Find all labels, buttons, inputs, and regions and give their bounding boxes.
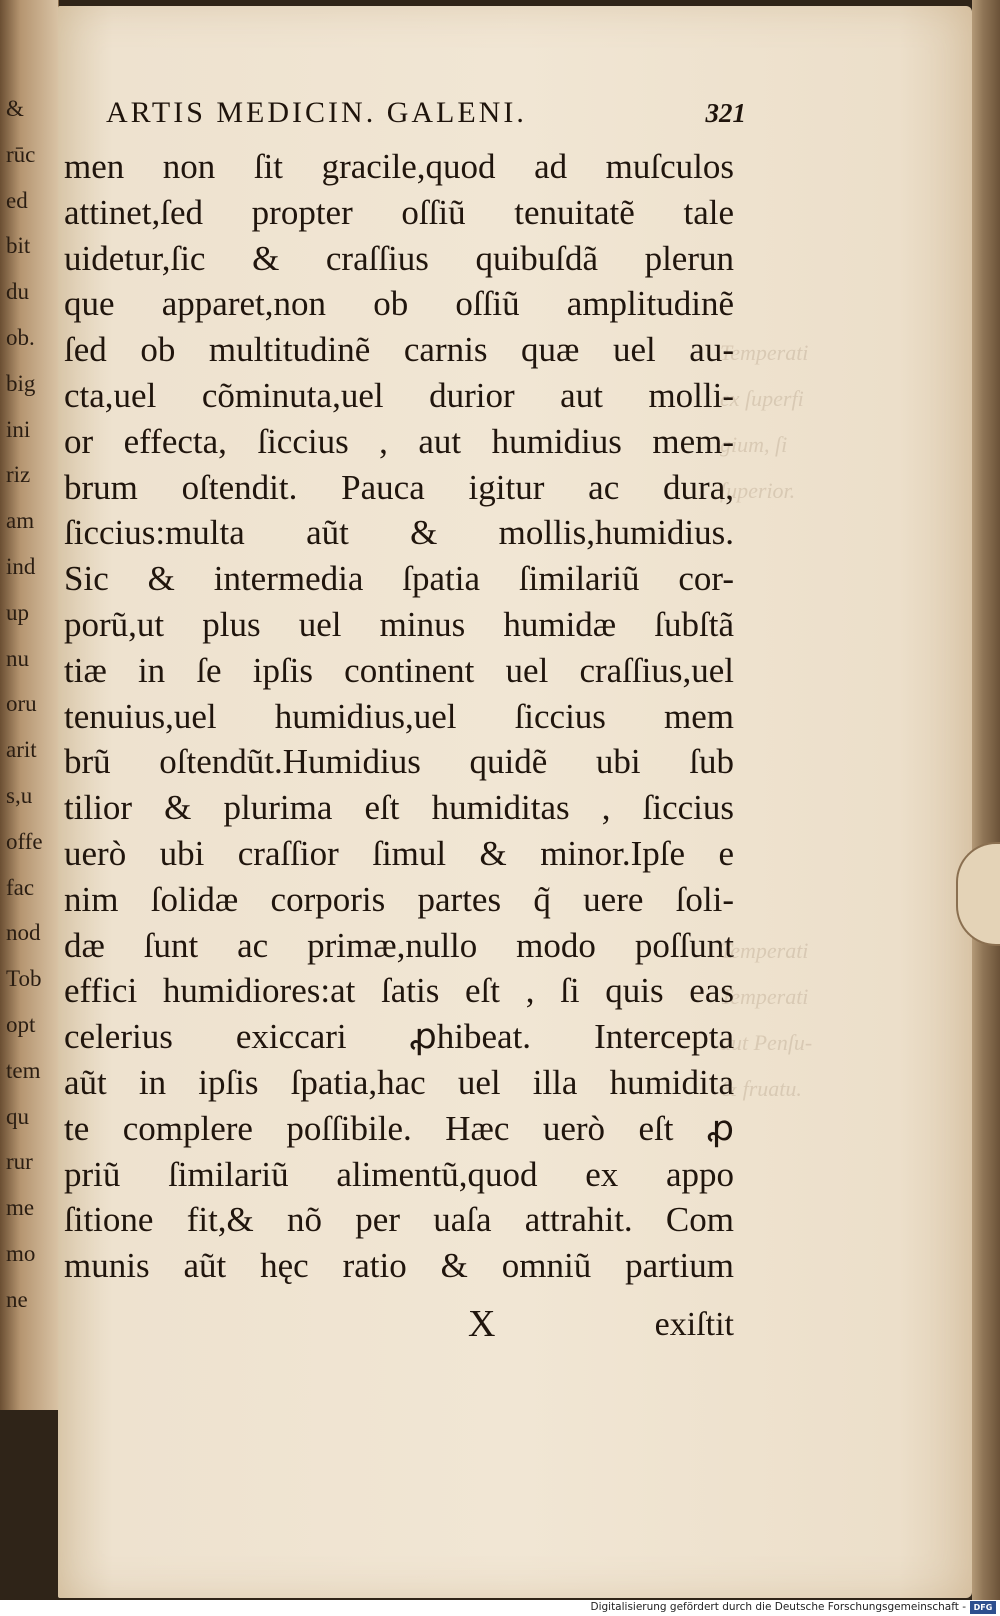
show-through-line	[720, 514, 910, 560]
previous-page-fragment: ob.	[6, 325, 35, 350]
text-line: or effecta, ſiccius , aut humidius mem-	[64, 421, 734, 461]
previous-page-fragment: rur	[6, 1149, 33, 1175]
text-line: brum oſtendit. Pauca igitur ac dura,	[64, 467, 734, 507]
text-line: effici humidiores:at ſatis eſt , ſi quis eas	[64, 971, 734, 1011]
previous-page-fragment: mo	[6, 1241, 36, 1266]
show-through-line: & fruatu.	[720, 1076, 802, 1101]
previous-page-fragment: nu	[6, 645, 29, 671]
text-line: men non ſit gracile,quod ad muſculos	[64, 147, 734, 186]
previous-page-fragment: opt	[6, 1012, 36, 1037]
text-line: porũ,ut plus uel minus humidæ ſubſtã	[64, 604, 734, 644]
text-line: uidetur,ſic & craſſius quibuſdã plerun	[64, 238, 734, 278]
show-through-line	[720, 882, 910, 928]
show-through-line	[720, 606, 910, 652]
previous-page-fragment: arit	[6, 737, 37, 763]
previous-page-fragment: ini	[6, 416, 31, 442]
previous-page-fragment: me	[6, 1195, 35, 1221]
previous-page-fragment: fac	[6, 874, 35, 900]
show-through-line	[720, 790, 910, 836]
signature-mark: X	[468, 1303, 496, 1345]
text-line: que apparet,non ob oſſiũ amplitudinẽ	[64, 284, 734, 324]
show-through-line	[720, 836, 910, 882]
previous-page-fragment: ind	[6, 554, 36, 579]
text-line: attinet,ſed propter oſſiũ tenuitatẽ tale	[64, 192, 734, 232]
previous-page-fragment: qu	[6, 1103, 29, 1129]
show-through-line: aut Penſu-	[720, 1030, 813, 1055]
previous-page-fragment: nod	[6, 920, 41, 946]
previous-page-fragment: du	[6, 279, 29, 305]
show-through-line: gium, ſi	[720, 432, 788, 457]
text-line: brũ oſtendũt.Humidius quidẽ ubi ſub	[64, 742, 734, 782]
previous-page-fragment: s,u	[6, 783, 33, 808]
show-through-line	[720, 698, 910, 744]
previous-page-fragment: &	[6, 96, 24, 121]
previous-page-fragment: ne	[6, 1286, 28, 1312]
previous-page-fragment: big	[6, 370, 36, 396]
show-through-line: Temperati	[720, 340, 809, 365]
text-line: tiæ in ſe ipſis continent uel craſſius,uel	[64, 650, 734, 690]
previous-page-fragment: riz	[6, 462, 31, 488]
text-line: nim ſolidæ corporis partes q̃ uere ſoli-	[64, 879, 734, 919]
dfg-logo: DFG	[970, 1601, 996, 1614]
text-line: munis aũt hęc ratio & omniũ partium	[64, 1246, 734, 1286]
text-line: aũt in ipſis ſpatia,hac uel illa humidita	[64, 1062, 734, 1102]
running-head: ARTIS MEDICIN. GALENI.	[106, 96, 527, 129]
show-through-line	[720, 560, 910, 606]
text-line: ſed ob multitudinẽ carnis quæ uel au-	[64, 330, 734, 370]
book-fore-edge	[972, 0, 1000, 1600]
text-line: priũ ſimilariũ alimentũ,quod ex appo	[64, 1154, 734, 1194]
show-through-line: ſuperior.	[720, 478, 796, 503]
previous-page-fragment: am	[6, 508, 35, 534]
catchword: exiſtit	[654, 1306, 734, 1343]
folio-number: 321	[705, 98, 746, 128]
text-line: tenuius,uel humidius,uel ſiccius mem	[64, 696, 734, 736]
text-line: dæ ſunt ac primæ,nullo modo poſſunt	[64, 925, 734, 965]
text-line: Sic & intermedia ſpatia ſimilariũ cor-	[64, 559, 734, 599]
text-line: ſitione fit,& nõ per uaſa attrahit. Com	[64, 1200, 734, 1240]
previous-page-fragment: bit	[6, 233, 31, 259]
page-footer	[64, 1302, 734, 1352]
previous-page-fragment: offe	[6, 828, 43, 854]
text-line: cta,uel cõminuta,uel durior aut molli-	[64, 375, 734, 415]
previous-page-fragment: up	[6, 599, 29, 625]
digitization-credit: Digitalisierung gefördert durch die Deutsche Forschungsgemeinschaft -	[590, 1601, 966, 1613]
text-line: celerius exiccari ꝓhibeat. Intercepta	[64, 1017, 734, 1057]
body-text	[64, 144, 734, 1289]
text-line: te complere poſſibile. Hæc uerò eſt ꝓ	[64, 1108, 734, 1148]
text-line: uerò ubi craſſior ſimul & minor.Ipſe e	[64, 833, 734, 873]
page-header	[106, 96, 746, 136]
previous-page-fragment: ed	[6, 187, 28, 213]
text-line: ſiccius:multa aũt & mollis,humidius.	[64, 513, 734, 553]
show-through-line: Temperati	[720, 984, 809, 1009]
show-through-text	[720, 330, 910, 1112]
previous-page-fragment: Tob	[6, 966, 42, 992]
previous-page-fragment: rūc	[6, 141, 36, 167]
previous-page-fragment: tem	[6, 1057, 41, 1083]
previous-page-fragment: oru	[6, 691, 37, 717]
text-line: tilior & plurima eſt humiditas , ſiccius	[64, 788, 734, 828]
show-through-line: ex ſuperfi	[720, 386, 804, 411]
show-through-line	[720, 744, 910, 790]
show-through-line: Temperati	[720, 938, 809, 963]
show-through-line	[720, 652, 910, 698]
previous-page-edge	[0, 0, 59, 1410]
